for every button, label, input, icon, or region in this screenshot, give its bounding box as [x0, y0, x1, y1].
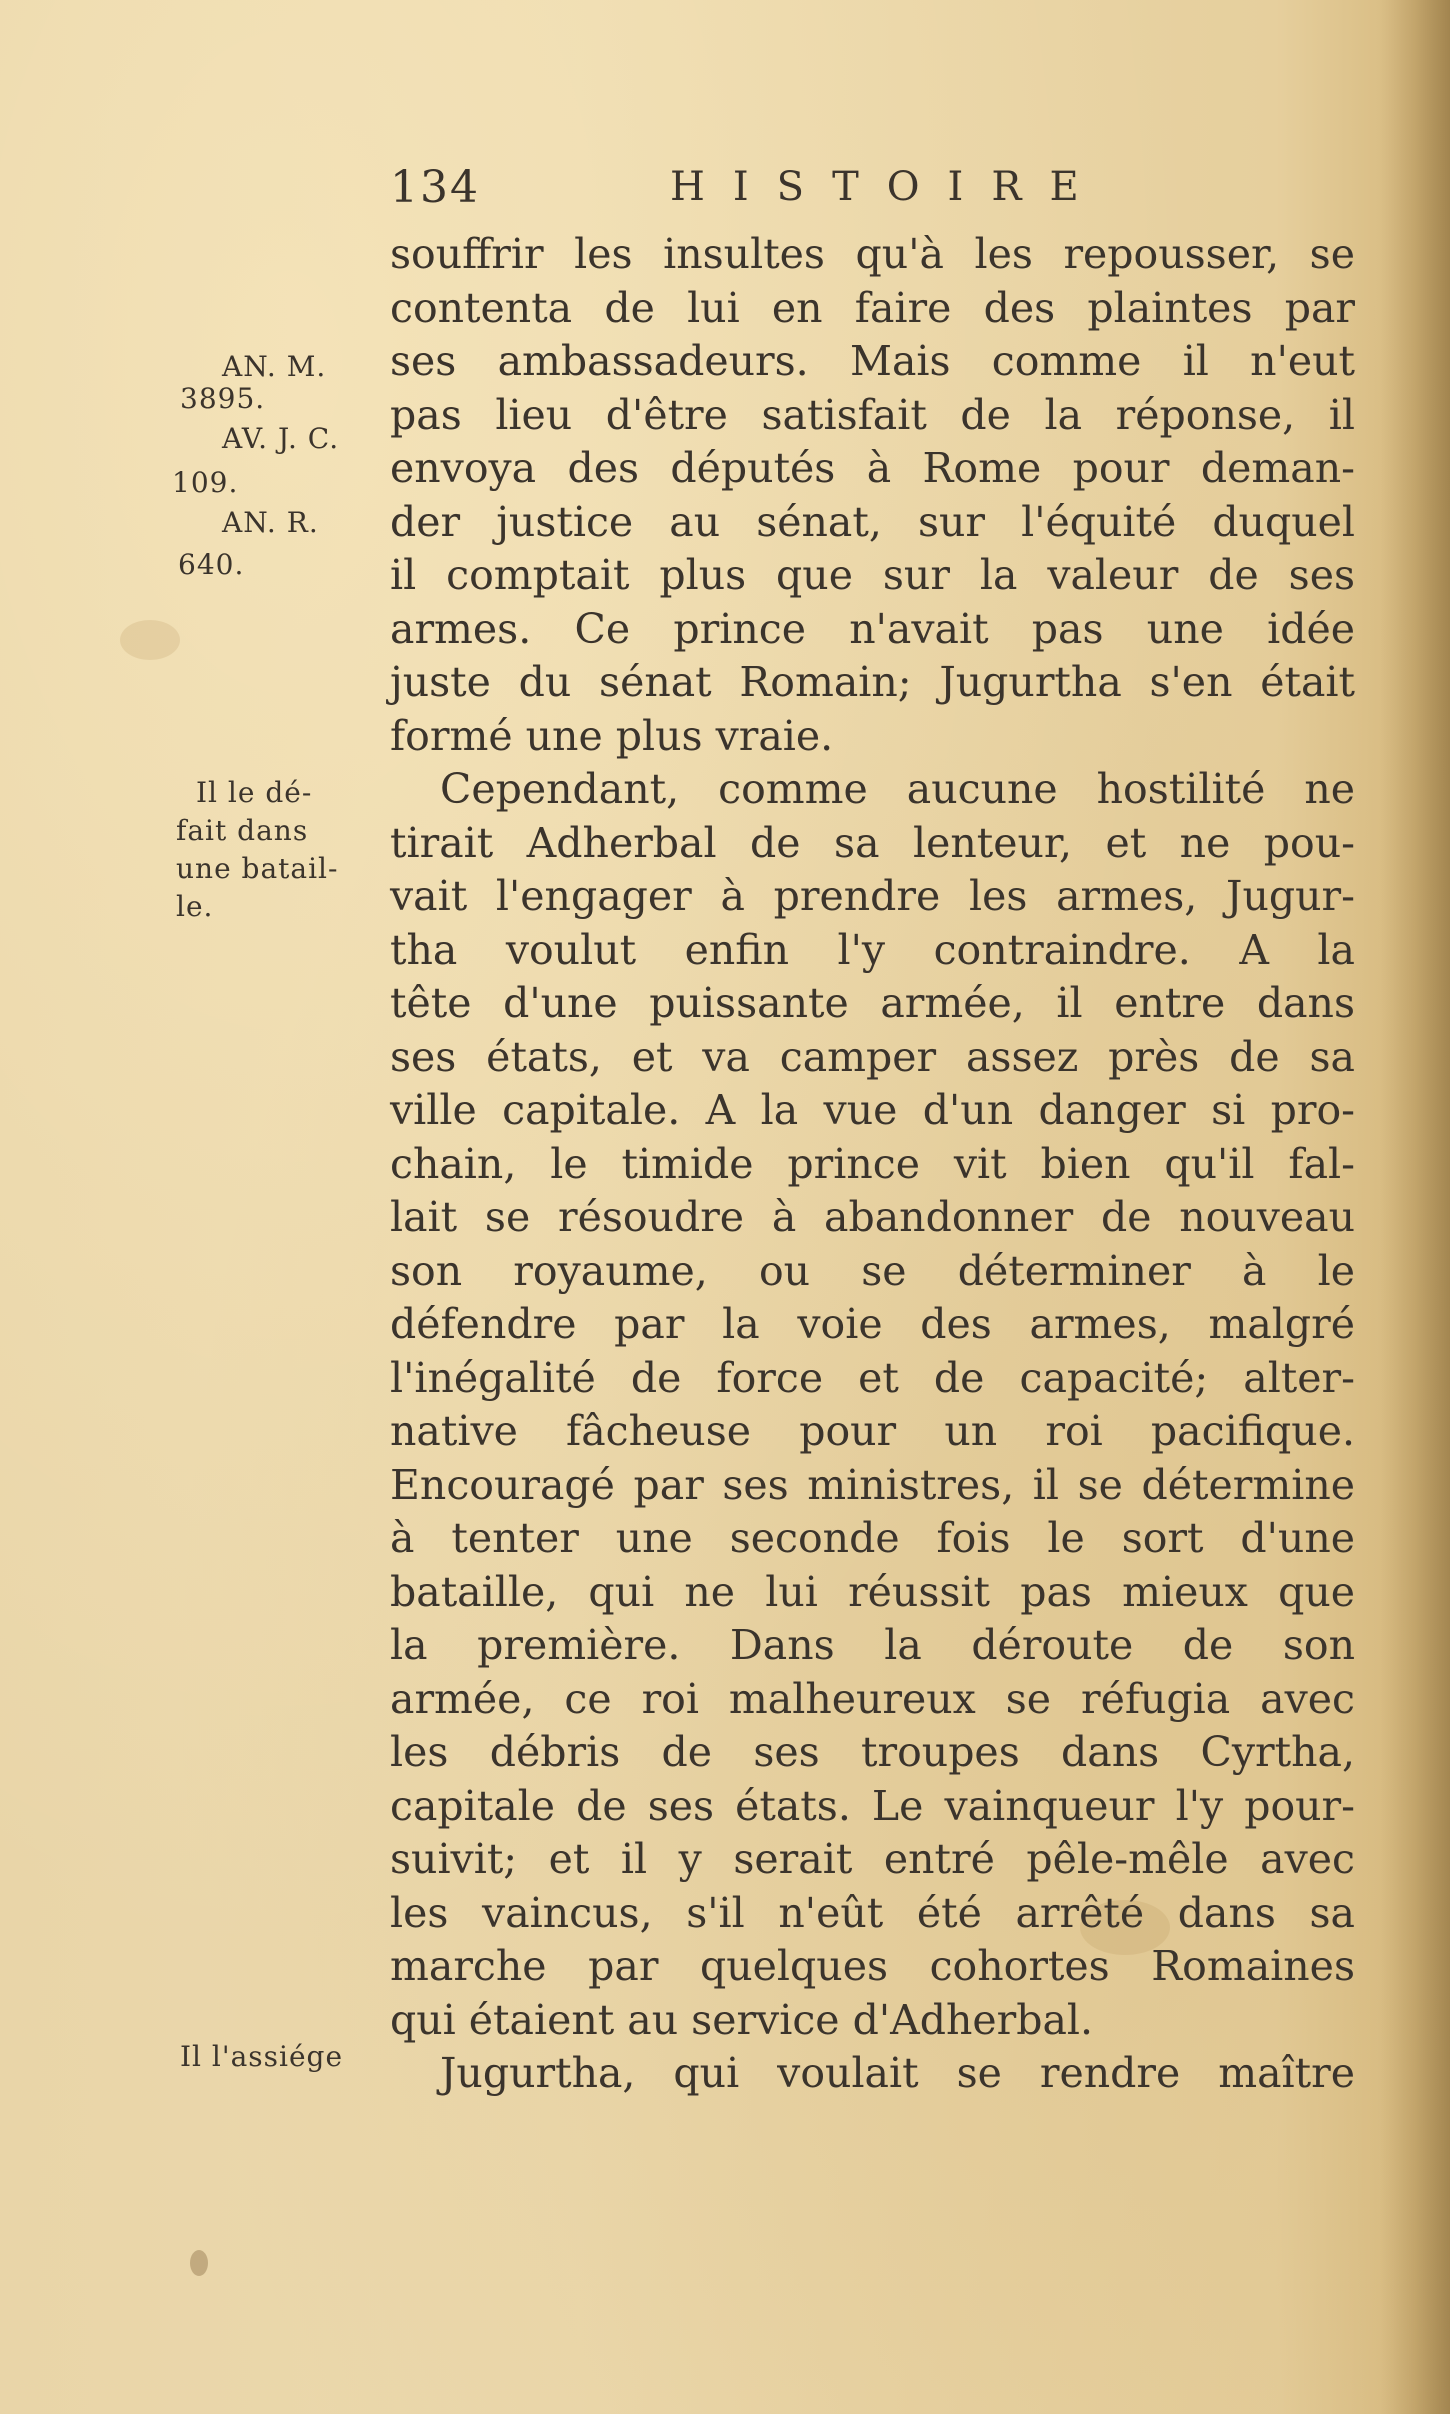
text-line: défendre par la voie des armes, malgré	[390, 1300, 1355, 1348]
text-line: souffrir les insultes qu'à les repousser, se	[390, 230, 1355, 278]
text-line: la première. Dans la déroute de son	[390, 1621, 1355, 1669]
text-line: chain, le timide prince vit bien qu'il fal-	[390, 1139, 1355, 1188]
page-number: 134	[390, 162, 480, 213]
text-line: Jugurtha, qui voulait se rendre maître	[440, 2049, 1355, 2097]
text-line: qui étaient au service d'Adherbal.	[390, 1995, 1094, 2044]
margin-note-an-r: AN. R.	[222, 506, 319, 539]
margin-note-an-r-year: 640.	[178, 548, 245, 581]
text-line: bataille, qui ne lui réussit pas mieux que	[390, 1567, 1355, 1616]
margin-note-siege: Il l'assiége	[180, 2040, 344, 2073]
text-line: son royaume, ou se déterminer à le	[390, 1246, 1355, 1295]
text-line: armes. Ce prince n'avait pas une idée	[390, 604, 1355, 653]
text-line: formé une plus vraie.	[390, 711, 834, 760]
text-line: marche par quelques cohortes Romaines	[390, 1942, 1355, 1990]
text-line: pas lieu d'être satisfait de la réponse, il	[390, 390, 1355, 439]
text-line: armée, ce roi malheureux se réfugia avec	[390, 1674, 1355, 1723]
margin-note-an-m: AN. M.	[222, 350, 327, 383]
margin-note-defeat: le.	[176, 890, 214, 923]
text-line: l'inégalité de force et de capacité; alter-	[390, 1353, 1355, 1402]
text-line: lait se résoudre à abandonner de nouveau	[390, 1193, 1355, 1241]
margin-note-av-jc: AV. J. C.	[222, 422, 340, 455]
margin-note-defeat: fait dans	[176, 814, 309, 847]
running-head: HISTOIRE	[670, 164, 1107, 210]
body-text	[390, 228, 1355, 2101]
margin-note-an-m-year: 3895.	[180, 382, 266, 415]
text-line: der justice au sénat, sur l'équité duquel	[390, 497, 1355, 546]
margin-note-av-jc-year: 109.	[172, 466, 239, 499]
text-line: contenta de lui en faire des plaintes par	[390, 283, 1355, 332]
paper-stain	[190, 2250, 208, 2276]
text-line: ville capitale. A la vue d'un danger si pro-	[390, 1086, 1355, 1134]
text-line: ses états, et va camper assez près de sa	[390, 1032, 1355, 1081]
paper-stain	[120, 620, 180, 660]
text-line: les vaincus, s'il n'eût été arrêté dans sa	[390, 1888, 1355, 1937]
text-line: Cependant, comme aucune hostilité ne	[440, 765, 1355, 813]
page-fold-shadow	[1380, 0, 1450, 2414]
margin-note-defeat: une batail-	[176, 852, 339, 885]
text-line: il comptait plus que sur la valeur de ses	[390, 551, 1355, 599]
text-line: vait l'engager à prendre les armes, Jugur-	[390, 872, 1355, 920]
text-line: envoya des députés à Rome pour deman-	[390, 444, 1355, 492]
text-line: capitale de ses états. Le vainqueur l'y pour-	[390, 1781, 1355, 1830]
text-line: juste du sénat Romain; Jugurtha s'en était	[390, 658, 1355, 706]
text-line: native fâcheuse pour un roi pacifique.	[390, 1407, 1355, 1455]
text-line: les débris de ses troupes dans Cyrtha,	[390, 1728, 1355, 1776]
text-line: à tenter une seconde fois le sort d'une	[390, 1514, 1355, 1562]
text-line: ses ambassadeurs. Mais comme il n'eut	[390, 337, 1355, 385]
text-line: suivit; et il y serait entré pêle-mêle avec	[390, 1835, 1355, 1883]
text-line: tha voulut enfin l'y contraindre. A la	[390, 925, 1355, 974]
page-header	[390, 162, 1390, 222]
text-line: tirait Adherbal de sa lenteur, et ne pou-	[390, 818, 1355, 867]
text-line: Encouragé par ses ministres, il se détermine	[390, 1460, 1355, 1509]
text-line: tête d'une puissante armée, il entre dans	[390, 979, 1355, 1027]
margin-note-defeat: Il le dé-	[196, 776, 313, 809]
